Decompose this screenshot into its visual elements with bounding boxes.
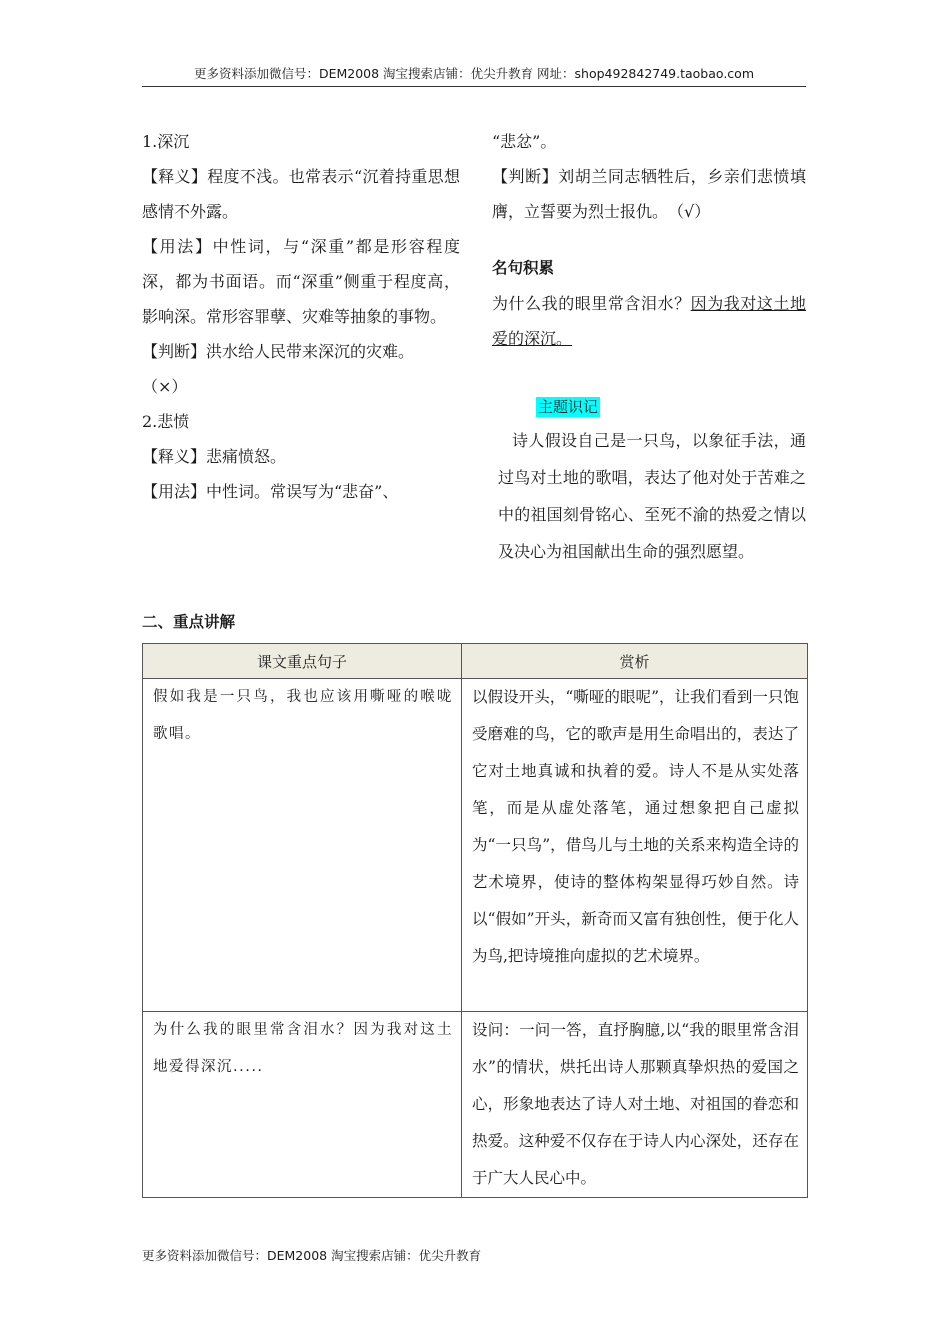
quote-answer: 因为我对这土地爱的深沉。 bbox=[492, 294, 806, 348]
vocab-meaning: 【释义】悲痛愤怒。 bbox=[142, 447, 287, 466]
quote-question: 为什么我的眼里常含泪水？ bbox=[492, 294, 691, 313]
quote-text bbox=[492, 286, 806, 356]
vocab-right-column bbox=[492, 124, 806, 570]
vocab-usage: 【用法】中性词。常误写为“悲奋”、 bbox=[142, 482, 399, 501]
analysis-cell: 以假设开头，“嘶哑的眼呢”，让我们看到一只饱受磨难的鸟，它的歌声是用生命唱出的，表达了它对土地真诚和执着的爱。诗人不是从实处落笔，而是从虚处落笔，通过想象把自己虚拟为“一只鸟”，借鸟儿与土地的关系来构造全诗的艺术境界，使诗的整体构架显得巧妙自然。诗以“假如”开头，新奇而又富有独创性，便于化人为鸟,把诗境推向虚拟的艺术境界。 bbox=[462, 679, 808, 1012]
vocab-left-column bbox=[142, 124, 460, 509]
vocab-meaning: 【释义】程度不浅。也常表示“沉着持重思想感情不外露。 bbox=[142, 167, 460, 221]
table-header-sentence: 课文重点句子 bbox=[143, 644, 462, 679]
analysis-cell: 设问：一问一答，直抒胸臆,以“我的眼里常含泪水”的情状，烘托出诗人那颗真挚炽热的爱国之心，形象地表达了诗人对土地、对祖国的眷恋和热爱。这种爱不仅存在于诗人内心深处，还存在于广大人民心中。 bbox=[462, 1012, 808, 1198]
page-header: 更多资料添加微信号：DEM2008 淘宝搜索店铺：优尖升教育 网址：shop492842749.taobao.com bbox=[142, 64, 806, 87]
theme-title: 主题识记 bbox=[538, 398, 599, 416]
section-title: 二、重点讲解 bbox=[142, 613, 236, 631]
vocab-judge: 【判断】洪水给人民带来深沉的灾难。 bbox=[142, 342, 415, 361]
table-header-row bbox=[143, 644, 808, 679]
quote-title: 名句积累 bbox=[492, 259, 555, 277]
sentence-cell: 为什么我的眼里常含泪水？因为我对这土地爱得深沉..... bbox=[143, 1012, 462, 1198]
table-row bbox=[143, 679, 808, 1012]
theme-body: 诗人假设自己是一只鸟，以象征手法，通过鸟对土地的歌唱，表达了他对处于苦难之中的祖国刻骨铭心、至死不渝的热爱之情以及决心为祖国献出生命的强烈愿望。 bbox=[498, 431, 806, 561]
table-header-analysis: 赏析 bbox=[462, 644, 808, 679]
vocab-judge: 【判断】刘胡兰同志牺牲后，乡亲们悲愤填膺，立誓要为烈士报仇。 （√） bbox=[492, 167, 806, 221]
table-row bbox=[143, 1012, 808, 1198]
vocab-usage: 【用法】中性词，与“深重”都是形容程度深，都为书面语。而“深重”侧重于程度高，影响深。常形容罪孽、灾难等抽象的事物。 bbox=[142, 237, 460, 326]
vocab-judge-mark: （×） bbox=[142, 377, 188, 396]
sentence-cell: 假如我是一只鸟，我也应该用嘶哑的喉咙歌唱。 bbox=[143, 679, 462, 1012]
page-footer: 更多资料添加微信号：DEM2008 淘宝搜索店铺：优尖升教育 bbox=[142, 1248, 482, 1263]
vocab-title: 2.悲愤 bbox=[142, 412, 190, 431]
vocab-title: 1.深沉 bbox=[142, 132, 190, 151]
vocab-usage-continued: “悲忿”。 bbox=[492, 132, 557, 151]
key-sentences-table bbox=[142, 643, 808, 1198]
